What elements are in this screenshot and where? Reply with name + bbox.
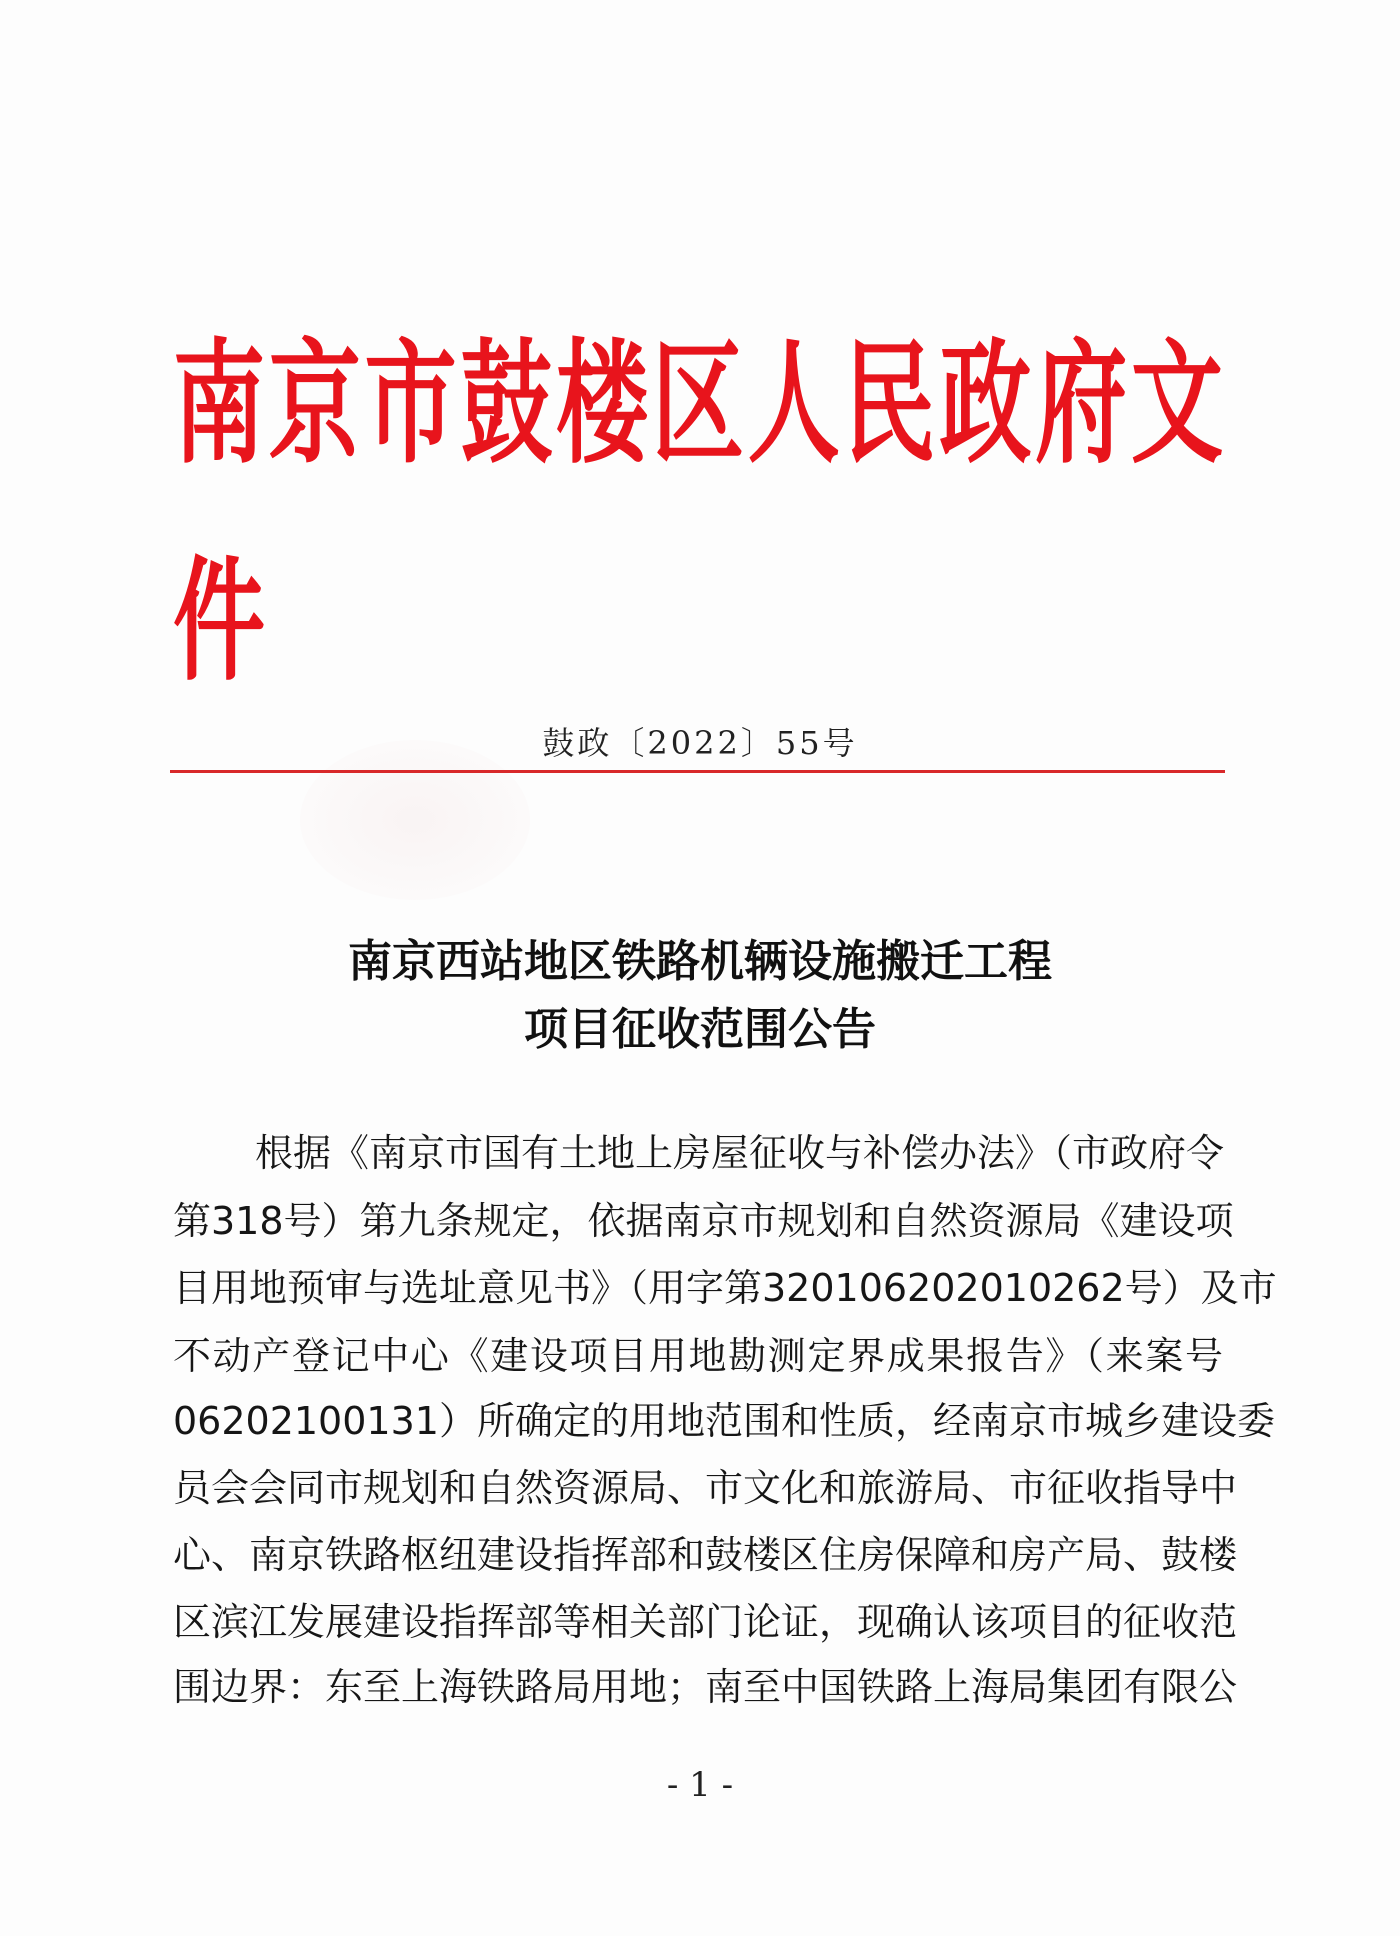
body-line: 根据《南京市国有土地上房屋征收与补偿办法》（市政府令 — [255, 1131, 1225, 1175]
page-number: - 1 - — [666, 1765, 734, 1805]
body-line: 第318号）第九条规定，依据南京市规划和自然资源局《建设项 — [173, 1199, 1234, 1243]
red-divider-line — [170, 770, 1225, 773]
faint-stamp-mark — [300, 740, 530, 900]
document-number: 鼓政〔2022〕55号 — [542, 724, 858, 762]
document-heading-line-2: 项目征收范围公告 — [524, 1004, 876, 1055]
body-line: 目用地预审与选址意见书》（用字第320106202010262号）及市 — [173, 1266, 1277, 1310]
body-line: 员会会同市规划和自然资源局、市文化和旅游局、市征收指导中 — [173, 1466, 1238, 1510]
document-heading-line-1: 南京西站地区铁路机辆设施搬迁工程 — [348, 936, 1052, 987]
body-line: 不动产登记中心《建设项目用地勘测定界成果报告》（来案号 — [173, 1334, 1223, 1378]
body-line: 心、南京铁路枢纽建设指挥部和鼓楼区住房保障和房产局、鼓楼 — [173, 1533, 1238, 1577]
body-line: 06202100131）所确定的用地范围和性质，经南京市城乡建设委 — [173, 1399, 1275, 1443]
body-line: 区滨江发展建设指挥部等相关部门论证，现确认该项目的征收范 — [173, 1600, 1238, 1644]
body-line: 围边界：东至上海铁路局用地；南至中国铁路上海局集团有限公 — [173, 1665, 1238, 1709]
issuer-title: 南京市鼓楼区人民政府文件 — [173, 326, 1223, 700]
